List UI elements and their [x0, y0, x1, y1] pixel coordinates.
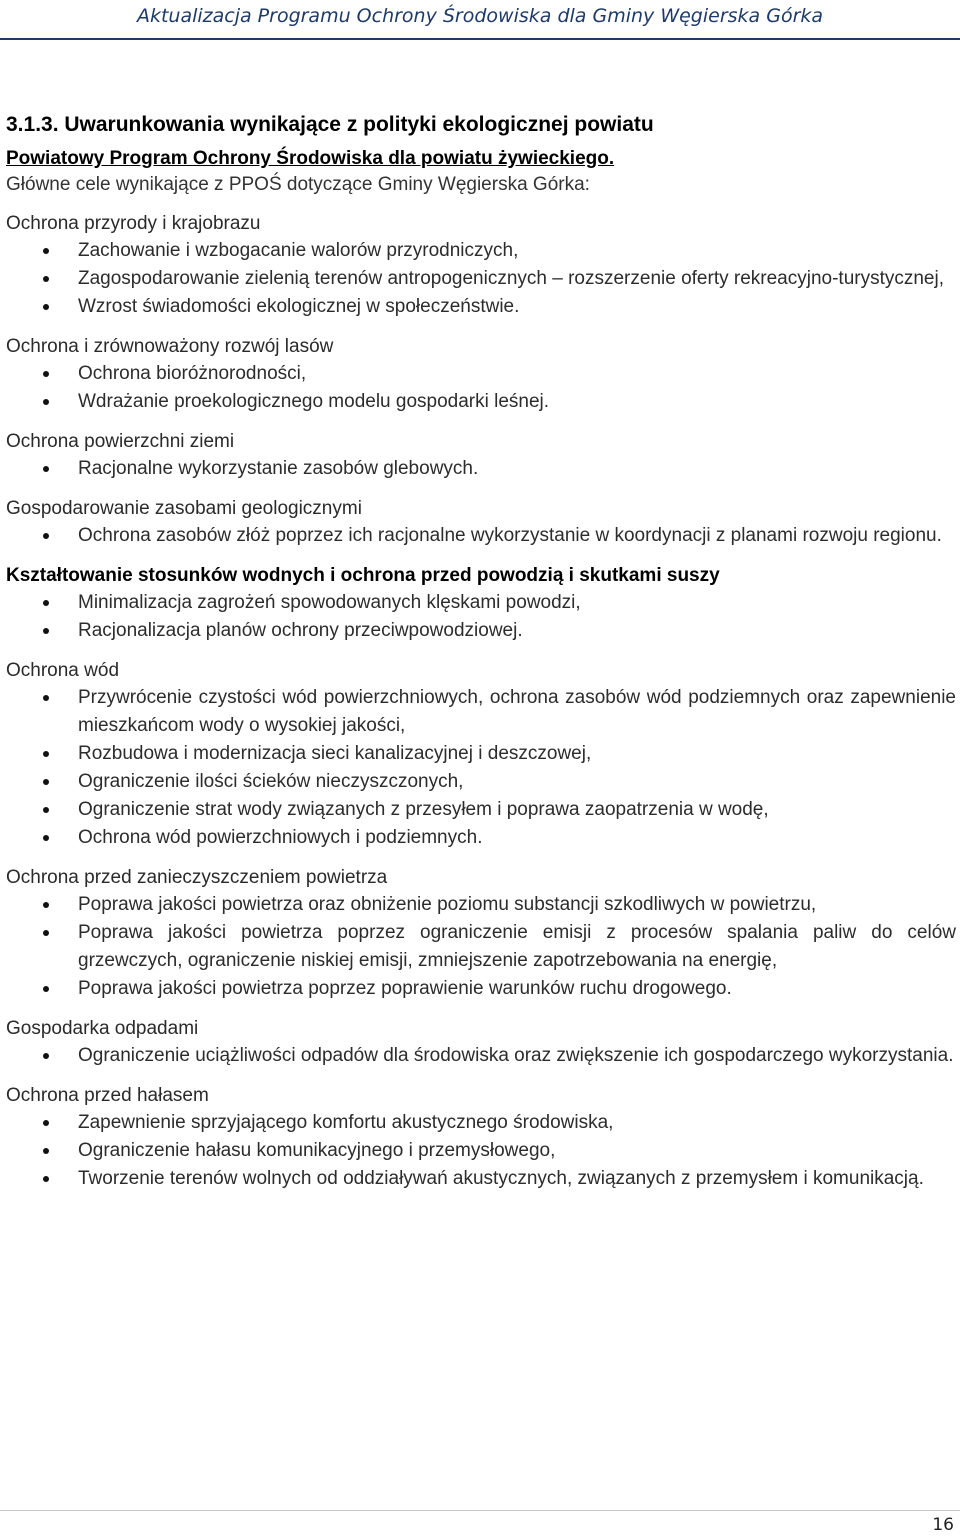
list-item: Zagospodarowanie zielenią terenów antropogenicznych – rozszerzenie oferty rekreacyjno-turystycznej,: [6, 265, 956, 293]
bullet-list: [6, 360, 956, 416]
bullet-list: [6, 522, 956, 550]
list-item: Wzrost świadomości ekologicznej w społeczeństwie.: [6, 293, 956, 321]
list-item: Wdrażanie proekologicznego modelu gospodarki leśnej.: [6, 388, 956, 416]
bullet-list: [6, 1042, 956, 1070]
section-title: Ochrona przed zanieczyszczeniem powietrza: [6, 867, 388, 888]
program-title: Powiatowy Program Ochrony Środowiska dla powiatu żywieckiego.: [6, 148, 615, 169]
section-title: Kształtowanie stosunków wodnych i ochrona przed powodzią i skutkami suszy: [6, 565, 720, 586]
goal-section: [6, 658, 956, 852]
page-header: Aktualizacja Programu Ochrony Środowiska dla Gminy Węgierska Górka: [136, 5, 824, 27]
list-item: Ochrona wód powierzchniowych i podziemnych.: [6, 824, 956, 852]
bullet-list: [6, 589, 956, 645]
list-item: Poprawa jakości powietrza poprzez poprawienie warunków ruchu drogowego.: [6, 975, 956, 1003]
list-item: Zapewnienie sprzyjającego komfortu akustycznego środowiska,: [6, 1109, 956, 1137]
goal-section: [6, 211, 956, 321]
page-number: 16: [932, 1515, 954, 1535]
section-title: Gospodarka odpadami: [6, 1018, 199, 1039]
footer-divider: [0, 1510, 960, 1511]
section-title: Gospodarowanie zasobami geologicznymi: [6, 498, 362, 519]
section-title: Ochrona powierzchni ziemi: [6, 431, 235, 452]
goal-section: [6, 429, 956, 483]
list-item: Poprawa jakości powietrza poprzez ograniczenie emisji z procesów spalania paliw do celów grzewczych, ograniczenie niskiej emisji, zmniejszenie zapotrzebowania na energię,: [6, 919, 956, 975]
list-item: Ograniczenie uciążliwości odpadów dla środowiska oraz zwiększenie ich gospodarczego wykorzystania.: [6, 1042, 956, 1070]
list-item: Tworzenie terenów wolnych od oddziaływań akustycznych, związanych z przemysłem i komunikacją.: [6, 1165, 956, 1193]
list-item: Ograniczenie strat wody związanych z przesyłem i poprawa zaopatrzenia w wodę,: [6, 796, 956, 824]
bullet-list: [6, 1109, 956, 1193]
section-title: Ochrona i zrównoważony rozwój lasów: [6, 336, 334, 357]
list-item: Ograniczenie hałasu komunikacyjnego i przemysłowego,: [6, 1137, 956, 1165]
bullet-list: [6, 237, 956, 321]
section-heading: 3.1.3. Uwarunkowania wynikające z polityki ekologicznej powiatu: [6, 113, 654, 136]
list-item: Rozbudowa i modernizacja sieci kanalizacyjnej i deszczowej,: [6, 740, 956, 768]
goal-section: [6, 1083, 956, 1193]
list-item: Racjonalne wykorzystanie zasobów glebowych.: [6, 455, 956, 483]
goal-section: [6, 1016, 956, 1070]
bullet-list: [6, 455, 956, 483]
goal-section: [6, 496, 956, 550]
list-item: Ochrona zasobów złóż poprzez ich racjonalne wykorzystanie w koordynacji z planami rozwoju regionu.: [6, 522, 956, 550]
list-item: Przywrócenie czystości wód powierzchniowych, ochrona zasobów wód podziemnych oraz zapewnienie mieszkańcom wody o wysokiej jakości,: [6, 684, 956, 740]
intro-text: Główne cele wynikające z PPOŚ dotyczące Gminy Węgierska Górka:: [6, 174, 590, 195]
goal-section: [6, 865, 956, 1003]
goal-section: [6, 334, 956, 416]
section-title: Ochrona przyrody i krajobrazu: [6, 213, 261, 234]
document-body: [6, 111, 956, 1193]
list-item: Minimalizacja zagrożeń spowodowanych klęskami powodzi,: [6, 589, 956, 617]
goal-section: [6, 563, 956, 645]
goal-sections: [6, 211, 956, 1193]
bullet-list: [6, 891, 956, 1003]
section-title: Ochrona wód: [6, 660, 120, 681]
list-item: Racjonalizacja planów ochrony przeciwpowodziowej.: [6, 617, 956, 645]
list-item: Ochrona bioróżnorodności,: [6, 360, 956, 388]
bullet-list: [6, 684, 956, 852]
section-title: Ochrona przed hałasem: [6, 1085, 209, 1106]
list-item: Ograniczenie ilości ścieków nieczyszczonych,: [6, 768, 956, 796]
list-item: Zachowanie i wzbogacanie walorów przyrodniczych,: [6, 237, 956, 265]
list-item: Poprawa jakości powietrza oraz obniżenie poziomu substancji szkodliwych w powietrzu,: [6, 891, 956, 919]
header-divider: [0, 38, 960, 40]
